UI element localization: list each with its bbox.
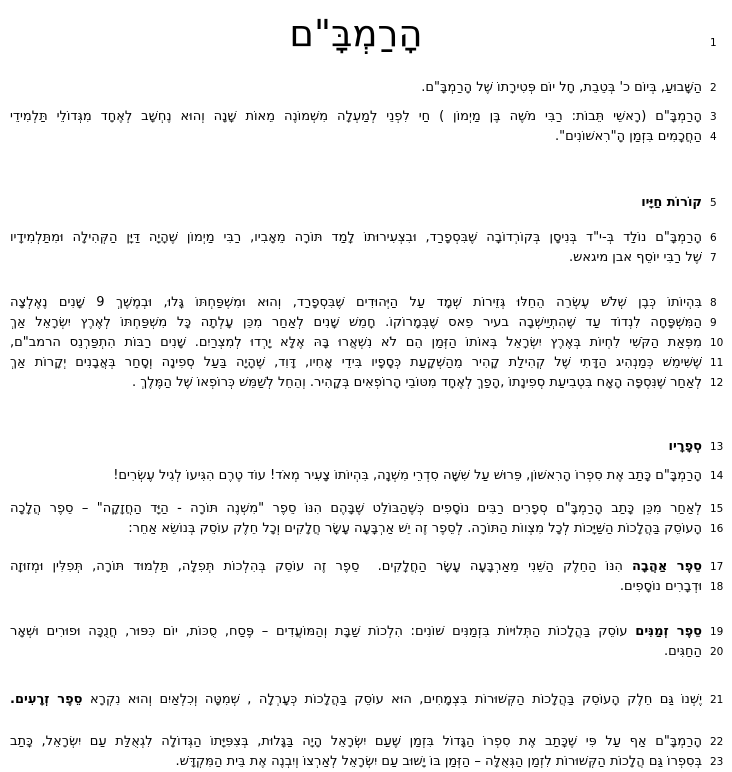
text-line xyxy=(10,690,732,710)
line-text xyxy=(10,107,702,127)
bold-text-segment: קוֹרוֹת חַיָּיו xyxy=(641,195,702,210)
text-segment: לְאַחַר מִכֵּן כָּתַב הָרַמְבָּ"ם סְפָרִים רַבִּים נוֹסָפִים כְּשֶׁהַבּוֹלֵט שֶׁבָּהֶם הִנּוֹ סֵפֶר "מִשְׁנֶה תּוֹרָה - הַיָּד הַחֲזָקָה" – סֵפֶר הֲלָכָה xyxy=(10,501,702,516)
line-text xyxy=(10,78,702,98)
text-segment: יֶשְׁנוֹ גַּם חֵלֶק הָעוֹסֵק בַּהֲלָכוֹת הַקְּשׁוּרוֹת בִּצְמָחִים, הוּא עוֹסֵק בַּהֲלָכוֹת כְּעָרְלָה , שְׁמִטָּה וְכִלְאַיִם וְהוּא נִקְרָא xyxy=(82,692,702,707)
line-text xyxy=(10,519,702,539)
line-text xyxy=(10,248,702,268)
text-line xyxy=(10,732,732,752)
line-text xyxy=(10,293,702,313)
line-number: 19 xyxy=(710,626,724,638)
document-body xyxy=(10,8,732,772)
text-line xyxy=(10,333,732,353)
text-line xyxy=(10,78,732,98)
text-line xyxy=(10,622,732,642)
text-line xyxy=(10,752,732,772)
line-text xyxy=(10,752,702,772)
line-text xyxy=(10,577,702,597)
line-number: 21 xyxy=(710,694,724,706)
text-segment: מִפְּאַת הַקֹּשִׁי לִחְיוֹת בְּאֶרֶץ יִשְׂרָאֵל בְּאוֹתוֹ הַזְּמַן הֵם לֹא נִשְׁאֲרוּ בָּהּ אֶלָּא יָרְדוּ לְמִצְרַיִם. שָׁנִים רַבּוֹת הִתְפַּרְנֵס הרמב"ם, xyxy=(10,335,702,350)
text-segment: הָרַמְבָּ"ם אַף עַל פִּי שֶׁכָּתַב אֶת סִפְרוֹ הַגָּדוֹל בִּזְמַן שֶׁעַם יִשְׂרָאֵל הָיָה בַּגָּלוּת, בְּצִפִּיָּתוֹ הַגְּדוֹלָה לִגְאֻלַּת עַם יִשְׂרָאֵל, כָּתַב xyxy=(10,734,702,749)
text-line xyxy=(10,466,732,486)
line-text xyxy=(10,333,702,353)
text-line xyxy=(10,373,732,393)
line-number: 23 xyxy=(710,756,724,768)
text-segment: הָרַמְבָּ"ם (רָאשֵׁי תֵּבוֹת: רַבִּי מֹשֶׁה בֶּן מַיְמוֹן ) חַי לִפְנֵי לְמַעְלָה מִשְׁמוֹנֶה מֵאוֹת שָׁנָה וְהוּא נֶחְשָׁב לְאֶחָד מִגְּדוֹלֵי תַּלְמִידֵי xyxy=(10,109,702,124)
text-line xyxy=(10,248,732,268)
text-segment: לְאַחַר שֶׁנִּסְפָּה הָאָח בִּטְבִיעַת סְפִינָתוֹ ,הָפַךְ לְאֶחָד מִטּוֹבֵי הָרוֹפְאִים בְּקָהִיר. וְהֵחֵל לְשַׁמֵּשׁ כְּרוֹפְאוֹ שֶׁל הַמֶּלֶךְ . xyxy=(132,375,702,390)
text-segment: הָעוֹסֵק בַּהֲלָכוֹת הַשַּׁיָּכוֹת לְכָל מִצְווֹת הַתּוֹרָה. לְסֵפֶר זֶה יֵשׁ אַרְבָּעָה עָשָׂר חֲלָקִים וְכָל חֵלֶק עוֹסֵק בְּנוֹשֵׂא אַחֵר: xyxy=(128,521,702,536)
text-segment: עוֹסֵק בַּהֲלָכוֹת הַתְּלוּיוֹת בִּזְמַנִּים שׁוֹנִים: הִלְכוֹת שַׁבָּת וְהַמּוֹעֲדִים – פֶּסַח, סֻכּוֹת, יוֹם כִּפּוּר, חֲנֻכָּה וּפוּרִים וּשְׁאָר xyxy=(10,624,636,639)
line-text xyxy=(10,732,702,752)
line-number: 12 xyxy=(710,377,724,389)
text-line xyxy=(10,519,732,539)
line-number: 16 xyxy=(710,523,724,535)
line-number: 8 xyxy=(710,297,717,309)
section-heading-line xyxy=(10,193,732,213)
line-number: 2 xyxy=(710,82,717,94)
text-line xyxy=(10,499,732,519)
line-text xyxy=(10,353,702,373)
line-text xyxy=(10,228,702,248)
section-heading-line xyxy=(10,437,732,457)
text-segment: הַשָּׁבוּעַ, בְּיוֹם כ' בְּטֵבֵת, חָל יוֹם פְּטִירָתוֹ שֶׁל הָרַמְבָּ"ם. xyxy=(421,80,702,95)
bold-text-segment: . xyxy=(10,692,15,707)
title-line xyxy=(10,8,732,60)
text-line xyxy=(10,577,732,597)
line-text xyxy=(10,690,702,710)
text-segment: בְּסִפְרוֹ גַּם הֲלָכוֹת הַקְּשׁוּרוֹת לִזְמַן הַגְּאֻלָּה – הַזְּמַן בּוֹ יָשׁוּב עַם יִשְׂרָאֵל לְאַרְצוֹ וְיִבְנֶה אֶת בֵּית הַמִּקְדָּשׁ. xyxy=(175,754,702,769)
text-segment: הַחַגִּים. xyxy=(663,644,702,659)
text-segment: בִּהְיוֹתוֹ כְּבֶן שְׁלֹשׁ עֶשְׂרֵה הֵחֵלּוּ גְּזֵירוֹת שְׁמָד עַל הַיְּהוּדִים שֶׁבִּסְפָרַד, וְהוּא וּמִשְׁפַּחְתּוֹ גָּלוּ, וּבְמֶשֶׁךְ 9 שָׁנִים נֶאֶלְצָה xyxy=(10,295,702,310)
line-text xyxy=(10,557,702,577)
bold-text-segment: סֵפֶר אַהֲבָה xyxy=(632,559,702,574)
text-segment: הִנּוֹ הַחֵלֶק הַשֵּׁנִי מֵאַרְבָּעָה עָשָׂר הַחֲלָקִים. סֵפֶר זֶה עוֹסֵק בְּהִלְכוֹת תְּפִלָּה, תַּלְמוּד תּוֹרָה, תְּפִלִּין וּמְזוּזָה xyxy=(10,559,633,574)
line-number: 17 xyxy=(710,561,724,573)
line-text xyxy=(10,499,702,519)
section-heading xyxy=(10,193,702,213)
text-segment: הָרַמְבָּ"ם xyxy=(289,12,423,55)
line-text xyxy=(10,466,702,486)
line-text xyxy=(10,622,702,642)
text-segment: הַמִּשְׁפָּחָה לִנְדוֹד עַד שֶׁהִתְיַישְׁבָה בעיר פֵאס שֶׁבְּמָרוֹקוֹ. חָמֵשׁ שָׁנִים לְאַחַר מִכֵּן עָלְתָה כָּל מִשְׁפַּחְתּוֹ לְאֶרֶץ יִשְׂרָאֵל אַךְ xyxy=(10,315,702,330)
line-number: 3 xyxy=(710,111,717,123)
bold-text-segment: סְפָרָיו xyxy=(668,439,702,454)
line-number: 20 xyxy=(710,646,724,658)
text-segment: הָרַמְבָּ"ם כָּתַב אֶת סִפְרוֹ הָרִאשׁוֹן, פֵּרוּשׁ עַל שִׁשָּׁה סִדְרֵי מִשְׁנָה, בִּהְיוֹתוֹ צָעִיר מְאֹד! עוֹד טֶרֶם הִגִּיעוֹ לְגִיל עֶשְׂרִים! xyxy=(113,468,702,483)
line-number: 14 xyxy=(710,470,724,482)
text-segment: וּדְבָרִים נוֹסָפִים. xyxy=(619,579,702,594)
line-number: 4 xyxy=(710,131,717,143)
line-number: 9 xyxy=(710,317,717,329)
document-title xyxy=(10,8,702,60)
line-text xyxy=(10,642,702,662)
line-number: 1 xyxy=(710,37,717,49)
text-segment: הָרַמְבָּ"ם נוֹלַד בְּ-י"ד בְּנִיסָן בְּקוֹרְדוֹבָה שֶׁבִּסְפָרַד, וּבִצְעִירוּתוֹ לָמַד תּוֹרָה מֵאָבִיו, רַבִּי מַיְמוֹן שֶׁהָיָה דַּיָּן הַקְּהִילָה וּמִתַּלְמִידָיו xyxy=(10,230,702,245)
bold-text-segment: סֵפֶר זְרָעִים xyxy=(14,692,83,707)
text-line xyxy=(10,228,732,248)
line-number: 6 xyxy=(710,232,717,244)
line-number: 11 xyxy=(710,357,724,369)
text-line xyxy=(10,127,732,147)
text-line xyxy=(10,353,732,373)
text-segment: שֶׁשִּׁימֵשׁ כְּמַנְהִיג הַדָּתִי שֶׁל קְהִילַת קָהִיר מֵהַשְׁקָעַת כְּסָפָיו בִּידֵי אָחִיו, דָּוִד, שֶׁהָיָה בַּעַל סְפִינָה וְסָחַר בְּאֲבָנִים יְקָרוֹת אַךְ xyxy=(10,355,702,370)
section-heading xyxy=(10,437,702,457)
text-line xyxy=(10,557,732,577)
line-number: 15 xyxy=(710,503,724,515)
line-text xyxy=(10,373,702,393)
text-segment: הַחֲכָמִים בִּזְמַן הָ"רִאשׁוֹנִים". xyxy=(555,129,702,144)
text-segment: שֶׁל רַבִּי יוֹסֵף אבן מיגאש. xyxy=(569,250,702,265)
line-text xyxy=(10,127,702,147)
text-line xyxy=(10,642,732,662)
text-line xyxy=(10,313,732,333)
line-number: 18 xyxy=(710,581,724,593)
bold-text-segment: סֵפֶר זְמַנִּים xyxy=(635,624,703,639)
line-number: 7 xyxy=(710,252,717,264)
text-line xyxy=(10,293,732,313)
line-number: 5 xyxy=(710,197,717,209)
line-number: 13 xyxy=(710,441,724,453)
line-number: 10 xyxy=(710,337,724,349)
line-text xyxy=(10,313,702,333)
line-number: 22 xyxy=(710,736,724,748)
text-line xyxy=(10,107,732,127)
